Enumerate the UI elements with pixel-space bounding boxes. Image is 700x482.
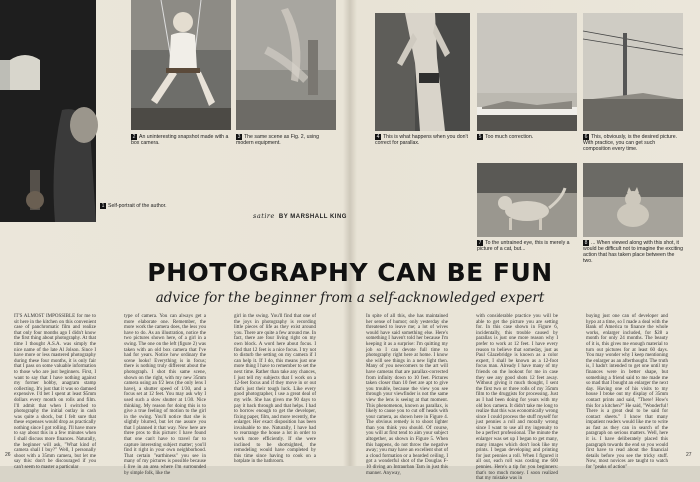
byline bbox=[253, 212, 347, 220]
caption-number: 1 bbox=[101, 203, 105, 209]
photo-cat-before bbox=[477, 163, 577, 237]
photo-self-portrait bbox=[0, 0, 96, 222]
photo-cat-after bbox=[583, 163, 683, 237]
caption-text: The same scene as Fig. 2, using modern equipment. bbox=[236, 134, 319, 146]
caption-number: 3 bbox=[237, 134, 241, 140]
caption-number: 8 bbox=[584, 240, 588, 246]
body-column-5: with considerable practice you will be able to get the picture you are setting for. In this case shown in Figure 6, incidentally, this trouble caused by parallax is just one more reason why I prefer to work at 12 feet. I have every reason to believe that someday, just as Paul Glazebridge is known as a color expert, I shall be known as a 12-foot focus man. Already I have many of my friends on the lookout for me in case they see any good shots 12 feet away. Without giving it much thought, I sent the first two or three rolls of my 35mm film to the druggists for processing. Just as I had been doing for years with my old box camera. It didn't take me long to realize that this was economically wrong since I could process the stuff myself for just pennies a roll and morally wrong since I want to use all my ingenuity to be a perfect professional. The minute the enlarger was set up I began to get many, many images which don't look like my prints. I began developing and printing for just pennies a roll. When I figured it all out, each roll was costing me 600 pennies. Here's a tip for you beginners: that's too much money. I soon realized that my mistake was in bbox=[476, 314, 558, 482]
caption-number: 4 bbox=[376, 134, 380, 140]
byline-kicker: satire bbox=[253, 212, 275, 220]
cat-before-image bbox=[477, 163, 577, 237]
byline-author: BY MARSHALL KING bbox=[278, 214, 347, 220]
caption-fig-3 bbox=[236, 134, 336, 146]
caption-fig-1 bbox=[100, 203, 180, 209]
body-column-3: girl in the swing. You'll find that one of the joys in photography is recording little pieces of life as they exist around you. There are quite a few around me. In fact, there are four living right on my own block. A word here about focus. I find that 12 feet is a nice focus. I try not to disturb the setting on my camera if I can help it. If I do, this means just one more thing I have to remember to set the next time. Rather than take any chances, I just tell my subjects that I work on a 12-feet focus and if they move in or out that's just their tough luck. Like every good photographer, I use a great deal of my wife. She has given me 90 days to pay it back through and that helps. I had to borrow enough to get the developer, fixing paper, film, and more recently, the enlarger. Her exact disposition has been invaluable to me. Naturally, I have had to rearrange the house a lot in order to work more efficiently. If she were inclined to be shortsighted, the remodeling would have completed by this time since having to cook on a hotplate in the bathroom. bbox=[234, 314, 316, 465]
caption-text: ... When viewed along with this shot, it would be difficult not to imagine the exciting action that has taken place between the two. bbox=[583, 240, 683, 264]
body-column-4: In spite of all this, she has maintained her sense of humor; only yesterday she threatened to leave me; a lot of wives would have said something else. Here's something I haven't told her because I'm keeping it as a surprise: I'm quitting my job so I can devote full time to photography right here at home. I know she will see things in a new light then. Many of you newcomers to the art will have cameras that are parallax-corrected from infinity down to 10 feet. Pictures taken closer than 10 feet are apt to give you trouble, because the view you see through your viewfinder is not the same view the lens is seeing at that moment. This phenomenon, known as parallax, is likely to cause you to cut off heads with your camera, as shown here in Figure 4. The obvious remedy is to shoot lighter than you think you should. Of course, you will at first tend to aim your subject altogether, as shown in Figure 5. When this happens, do not throw the negative away; you may have an excellent shot of a cloud formation or a bearded ceiling. I got a wonderful shot of the Douglas F-10 diving an Intraurban Tarn in just this manner. Anyway, bbox=[366, 314, 448, 476]
body-column-6: buying just one can of developer and hypo at a time, so I made a deal with the Bank of America to finance the whole works, enlarger included, for $28 a month for only 24 months. The beauty of it is, this gives me enough material to turn out pictures for at least 60 days. You may wonder why I keep mentioning the enlarger as an afterthought. The truth is, I hadn't intended to get one until my finances were in better shape, but something a friend said to me made me so mad that I bought an enlarger the next day. Having one of his visits to my house I broke out my display of 35mm contact prints and said, "There! How's this for a kitchen?" He said, "Wonderful! There is a great deal to be said for contact sheets." I know that many impatient readers would like me to write as fast as they can in search of the paragraph on serious matters. Well, here it is. I have deliberately placed this paragraph towards the end so you would first have to read about the financial details before you see the tricky stuff. Now, most novices are taught to watch for "peaks of action" bbox=[586, 314, 668, 471]
swing-girl-sharp-image bbox=[131, 0, 231, 130]
caption-number: 7 bbox=[478, 240, 482, 246]
caption-text: This is what happens when you don't correct for parallax. bbox=[375, 134, 468, 146]
photo-desired-picture bbox=[583, 13, 683, 131]
cat-after-image bbox=[583, 163, 683, 237]
body-column-2: type of camera. You can always get a more elaborate one. Remember, the more work the camera does, the less you have to do. As an illustration, notice the two pictures shown here, of a girl in a swing. The one on the left (figure 2) was taken with an old box camera that I've had for years. Notice how ordinary the scene looks! Everything is in focus; there is nothing truly different about the photograph. I shot this same scene, shown on the right, with my new 35mm camera using an f/2 lens (the only lens I have), a shutter speed of 1/30, and a focus set at 12 feet. You may ask why I used such a slow shutter at 1/30. Nice thinking. My reason for doing this is to give a true feeling of motion to the girl in the swing. You'll notice that she is slightly blurred, but let me assure you that I planned it that way. Now here are three pros to this picture: I have found that one can't have to travel far to capture interesting subject matter; you'll find it right in your own neighborhood. That certain "earthiness" you see in many of my pictures is possible because I live in an area where I'm surrounded by simple folk, like the bbox=[124, 314, 206, 476]
body-column-1: IT'S ALMOST IMPOSSIBLE for me to sit here in the kitchen on this convenient case of panchromatic film and realize that only four months ago I didn't know the first thing about photography. At that time I thought A.S.A. was simply the nice name of the late Al Jolson. Since I have more or less mastered photography during these four months, it is only fair that I pass on some valuable information to those who are just beginners. First, I want to say that I have nothing against my former hobby, anagram stamp collecting. It's just that it was so damned expensive. I'd bet I spent at least $5mm dollars every month on rolls and film. I'll admit that when I switched to photography the initial outlay in cash was quite a shock, but I felt sure that these expenses would drop as practically nothing since I got rolling. I'll have more to say about this in a few minutes when I shall discuss more finances. Naturally, the beginner will ask, "What kind of camera shall I buy?" Well, I personally shoot with a 35mm camera, but let me say this: don't be discouraged if you can't seem to master a particular bbox=[14, 314, 96, 471]
photo-modern-equipment-swing bbox=[236, 0, 336, 130]
parallax-cut-head-image bbox=[375, 13, 470, 131]
overcorrected-image bbox=[477, 13, 577, 131]
self-portrait-image bbox=[0, 0, 96, 222]
caption-text: An uninteresting snapshot made with a box camera. bbox=[131, 134, 229, 146]
photo-too-much-correction bbox=[477, 13, 577, 131]
caption-number: 2 bbox=[132, 134, 136, 140]
caption-text: This, obviously, is the desired picture. With practice, you can get such composition every time. bbox=[583, 134, 678, 152]
caption-fig-5 bbox=[477, 134, 577, 140]
page-number-right: 27 bbox=[686, 452, 692, 458]
swing-girl-blurred-image bbox=[236, 0, 336, 130]
caption-fig-6 bbox=[583, 134, 683, 152]
article-headline: PHOTOGRAPHY CAN BE FUN bbox=[147, 258, 553, 287]
article-subhead: advice for the beginner from a self-acknowledged expert bbox=[155, 290, 545, 306]
caption-fig-2 bbox=[131, 134, 231, 146]
page-number-left: 26 bbox=[5, 452, 11, 458]
caption-text: To the untrained eye, this is merely a picture of a cat, but... bbox=[477, 240, 570, 252]
caption-text: Self-portrait of the author. bbox=[108, 203, 167, 209]
desired-composition-image bbox=[583, 13, 683, 131]
caption-text: Too much correction. bbox=[485, 134, 534, 140]
photo-parallax-uncorrected bbox=[375, 13, 470, 131]
caption-fig-7 bbox=[477, 240, 577, 252]
caption-number: 5 bbox=[478, 134, 482, 140]
caption-number: 6 bbox=[584, 134, 588, 140]
photo-box-camera-swing bbox=[131, 0, 231, 130]
caption-fig-4 bbox=[375, 134, 470, 146]
